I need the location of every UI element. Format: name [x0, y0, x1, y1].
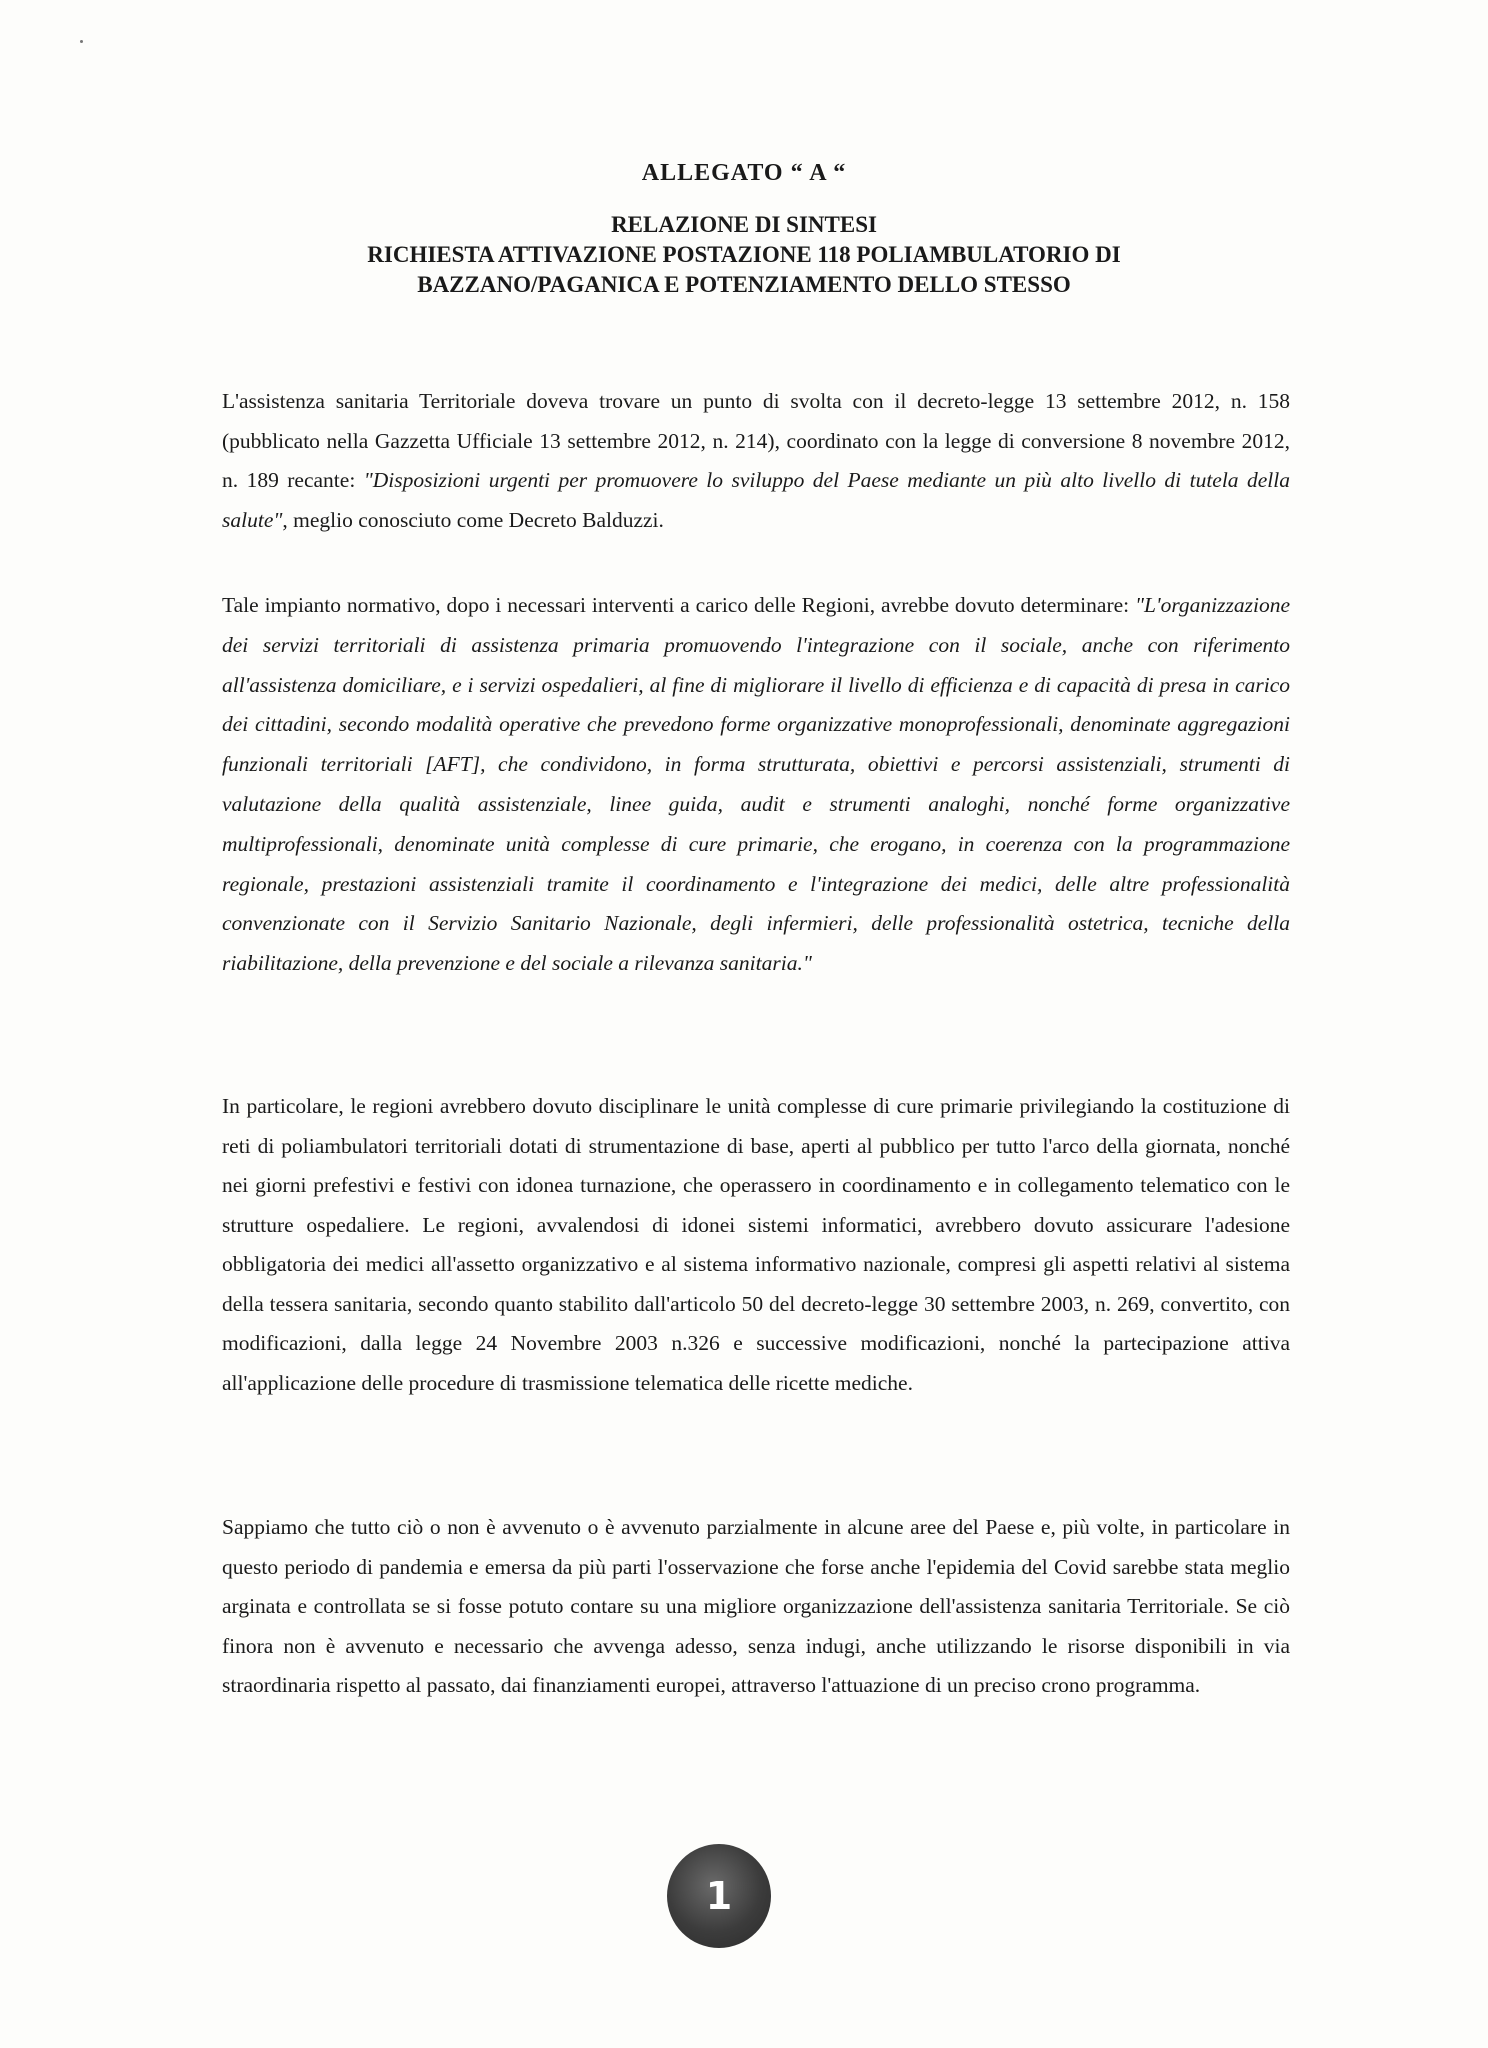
- page-number-badge: [667, 1844, 771, 1948]
- paragraph-4: Sappiamo che tutto ciò o non è avvenuto o è avvenuto parzialmente in alcune aree del Paese e, più volte, in particolare in questo periodo di pandemia e emersa da più parti l'osservazione che forse anche l'epidemia del Covid sarebbe stata meglio arginata e controllata se si fosse potuto contare su una migliore organizzazione dell'assistenza sanitaria Territoriale. Se ciò finora non è avvenuto e necessario che avvenga adesso, senza indugi, anche utilizzando le risorse disponibili in via straordinaria rispetto al passato, dai finanziamenti europei, attraverso l'attuazione di un preciso crono programma.: [222, 1515, 1290, 1697]
- report-subtitle-line2: BAZZANO/PAGANICA E POTENZIAMENTO DELLO STESSO: [417, 272, 1071, 297]
- paragraph-2-text: Tale impianto normativo, dopo i necessari interventi a carico delle Regioni, avrebbe dovuto determinare:: [222, 593, 1135, 617]
- paragraph-1-text-a: L'assistenza sanitaria Territoriale doveva trovare un punto di svolta con il decreto-legge 13 settembre 2012, n. 158 (pubblicato nella Gazzetta Ufficiale 13 settembre 2012, n. 214), coordinato con la legge di conversione 8 novembre 2012, n. 189 recante:: [222, 389, 1290, 492]
- paragraph-2: [222, 586, 1290, 984]
- paragraph-2-quote: "L'organizzazione dei servizi territoriali di assistenza primaria promuovendo l'integrazione con il sociale, anche con riferimento all'assistenza domiciliare, e i servizi ospedalieri, al fine di migliorare il livello di efficienza e di capacità di presa in carico dei cittadini, secondo modalità operative che prevedono forme organizzative monoprofessionali, denominate aggregazioni funzionali territoriali [AFT], che condividono, in forma strutturata, obiettivi e percorsi assistenziali, strumenti di valutazione della qualità assistenziale, linee guida, audit e strumenti analoghi, nonché forme organizzative multiprofessionali, denominate unità complesse di cure primarie, che erogano, in coerenza con la programmazione regionale, prestazioni assistenziali tramite il coordinamento e l'integrazione dei medici, delle altre professionalità convenzionate con il Servizio Sanitario Nazionale, degli infermieri, delle professionalità ostetrica, tecniche della riabilitazione, della prevenzione e del sociale a rilevanza sanitaria.": [222, 593, 1290, 976]
- scan-speck: [80, 40, 83, 43]
- report-title: RELAZIONE DI SINTESI: [611, 212, 877, 237]
- paragraph-3: In particolare, le regioni avrebbero dovuto disciplinare le unità complesse di cure primarie privilegiando la costituzione di reti di poliambulatori territoriali dotati di strumentazione di base, aperti al pubblico per tutto l'arco della giornata, nonché nei giorni prefestivi e festivi con idonea turnazione, che operassero in coordinamento e in collegamento telematico con le strutture ospedaliere. Le regioni, avvalendosi di idonei sistemi informatici, avrebbero dovuto assicurare l'adesione obbligatoria dei medici all'assetto organizzativo e al sistema informativo nazionale, compresi gli aspetti relativi al sistema della tessera sanitaria, secondo quanto stabilito dall'articolo 50 del decreto-legge 30 settembre 2003, n. 269, convertito, con modificazioni, dalla legge 24 Novembre 2003 n.326 e successive modificazioni, nonché la partecipazione attiva all'applicazione delle procedure di trasmissione telematica delle ricette mediche.: [222, 1094, 1290, 1395]
- attachment-title: ALLEGATO “ A “: [641, 160, 847, 186]
- paragraph-1-text-b: , meglio conosciuto come Decreto Balduzzi.: [282, 507, 664, 532]
- page-number: 1: [705, 1874, 733, 1918]
- paragraph-1: [222, 382, 1290, 540]
- report-subtitle-line1: RICHIESTA ATTIVAZIONE POSTAZIONE 118 POLIAMBULATORIO DI: [367, 242, 1121, 267]
- paragraph-1-quote: "Disposizioni urgenti per promuovere lo sviluppo del Paese mediante un più alto livello di tutela della salute": [222, 468, 1290, 532]
